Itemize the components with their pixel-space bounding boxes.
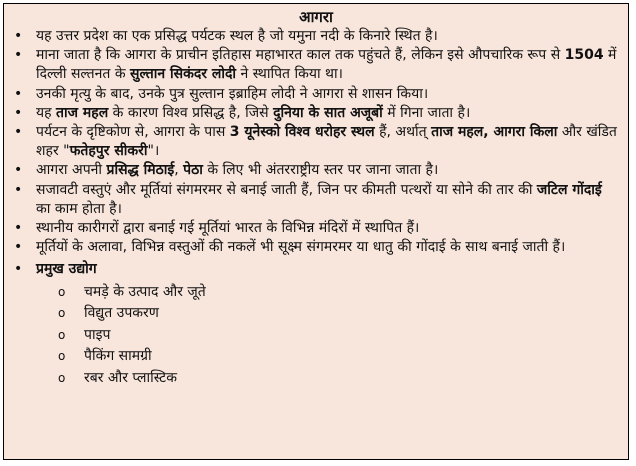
list-item-text: उनकी मृत्यु के बाद, उनके पुत्र सुल्तान इब्राहिम लोदी ने आगरा से शासन किया।: [36, 85, 429, 102]
bullet-icon: •: [14, 104, 23, 121]
list-item-text: स्थानीय कारीगरों द्वारा बनाई गई मूर्तियां भारत के विभिन्न मंदिरों में स्थापित हैं।: [36, 220, 420, 237]
bullet-icon: •: [14, 261, 23, 278]
list-item: [12, 27, 620, 46]
list-item-text: यह ताज महल के कारण विश्व प्रसिद्ध है, जिसे दुनिया के सात अजूबों में गिना जाता है।: [36, 104, 471, 121]
bullet-icon: •: [14, 220, 23, 237]
bullet-icon: •: [14, 181, 23, 198]
bullet-icon: •: [14, 239, 23, 256]
list-item: [12, 238, 620, 257]
bullet-icon: •: [14, 85, 23, 102]
industry-item: o चमड़े के उत्पाद और जूते: [36, 282, 620, 304]
list-item: [12, 161, 620, 180]
industry-item: o रबर और प्लास्टिक: [36, 368, 620, 390]
list-item: [12, 85, 620, 104]
card-title: आगरा: [299, 8, 333, 26]
bullet-icon: •: [14, 124, 23, 141]
industries-section: [12, 260, 620, 389]
list-item-text: मूर्तियों के अलावा, विभिन्न वस्तुओं की नकलें भी सूक्ष्म संगमरमर या धातु की गोंदाई के साथ बनाई जाती हैं।: [36, 239, 566, 256]
circle-bullet-icon: o: [58, 284, 66, 299]
list-item: [12, 123, 620, 161]
list-item-text: माना जाता है कि आगरा के प्राचीन इतिहास महाभारत काल तक पहुंचते हैं, लेकिन इसे औपचारिक रूप से 1504 में दिल्ली सल्तनत के सुल्तान सिकंदर लोदी ने स्थापित किया था।: [36, 47, 617, 83]
industry-item: o विद्युत उपकरण: [36, 303, 620, 325]
list-item: [12, 46, 620, 84]
bullet-icon: •: [14, 28, 23, 44]
list-item-text: पर्यटन के दृष्टिकोण से, आगरा के पास 3 यूनेस्को विश्व धरोहर स्थल हैं, अर्थात् ताज महल, आगरा किला और खंडित शहर "फतेहपुर सीकरी"।: [36, 124, 617, 160]
industries-list: [36, 282, 620, 390]
list-item: [12, 104, 620, 123]
list-item-text: यह उत्तर प्रदेश का एक प्रसिद्ध पर्यटक स्थल है जो यमुना नदी के किनारे स्थित है।: [36, 28, 438, 44]
list-item: [12, 181, 620, 219]
industries-heading: प्रमुख उद्योग: [36, 261, 97, 278]
list-item-text: सजावटी वस्तुएं और मूर्तियां संगमरमर से बनाई जाती हैं, जिन पर कीमती पत्थरों या सोने की तार की जटिल गोंदाई का काम होता है।: [36, 181, 602, 217]
circle-bullet-icon: o: [58, 370, 66, 385]
circle-bullet-icon: o: [58, 327, 66, 342]
bullet-icon: •: [14, 162, 23, 179]
bullet-icon: •: [14, 47, 23, 64]
circle-bullet-icon: o: [58, 349, 66, 364]
industry-item: o पैकिंग सामग्री: [36, 346, 620, 368]
industry-item: o पाइप: [36, 325, 620, 347]
agra-info-card: [3, 3, 629, 460]
list-item-text: आगरा अपनी प्रसिद्ध मिठाई, पेठा के लिए भी अंतरराष्ट्रीय स्तर पर जाना जाता है।: [36, 162, 439, 179]
list-item: [12, 219, 620, 238]
circle-bullet-icon: o: [58, 306, 66, 321]
facts-list: [12, 27, 620, 389]
